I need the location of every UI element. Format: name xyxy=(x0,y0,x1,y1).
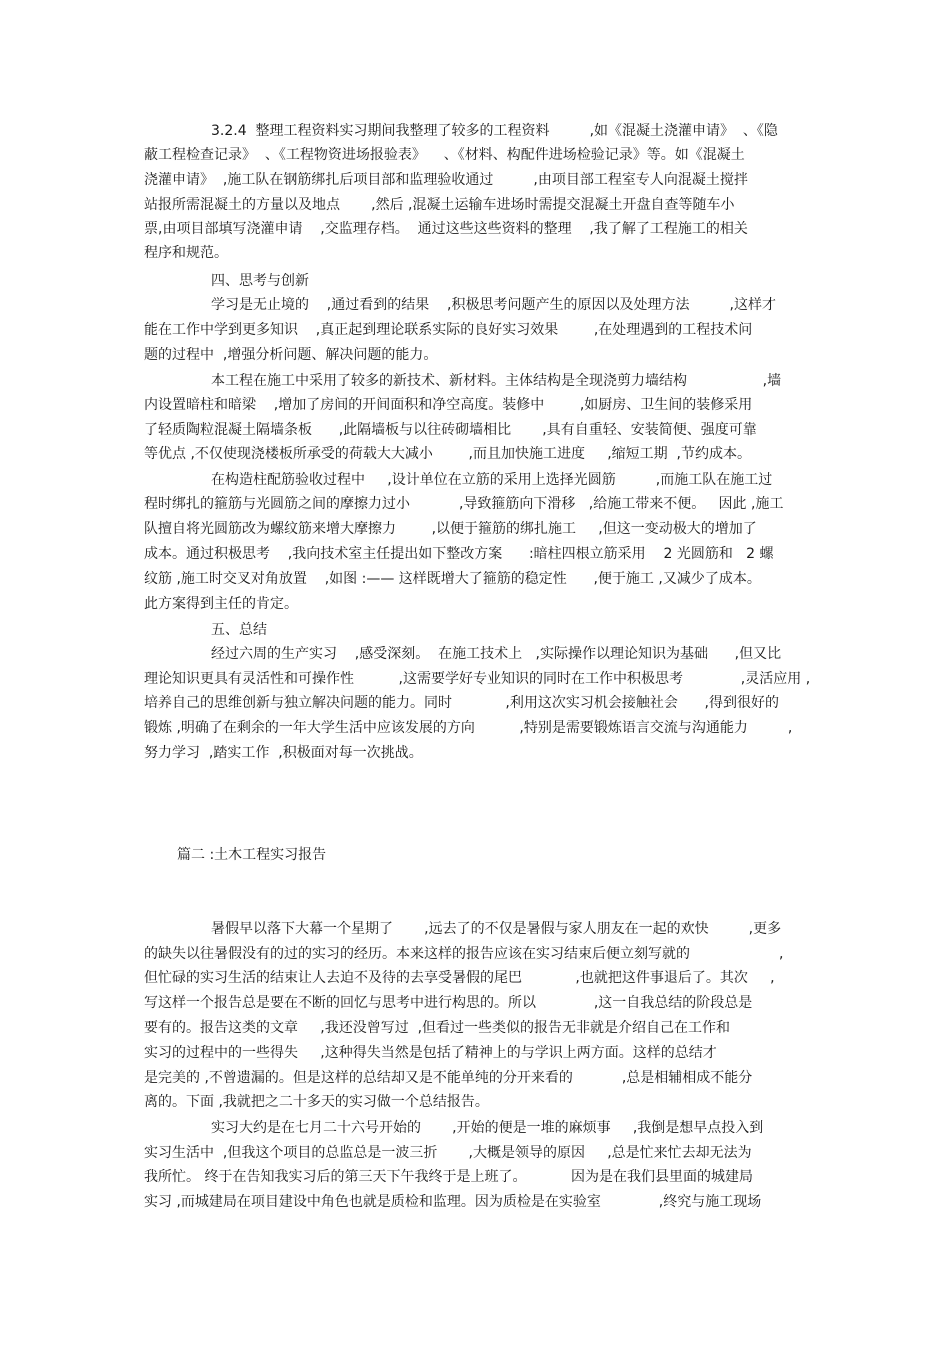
text-line: 实习 ,而城建局在项目建设中角色也就是质检和监理。因为质检是在实验室 ,终究与施工现场 xyxy=(144,1194,762,1210)
text-line: 五、总结 xyxy=(211,622,267,638)
text-line: 但忙碌的实习生活的结束让人去迫不及待的去享受暑假的尾巴 ,也就把这件事退后了。其次 , xyxy=(144,970,775,986)
text-line: 努力学习 ,踏实工作 ,积极面对每一次挑战。 xyxy=(144,745,423,761)
text-line: 篇二 :土木工程实习报告 xyxy=(177,847,327,863)
text-line: 站报所需混凝土的方量以及地点 ,然后 ,混凝土运输车进场时需提交混凝土开盘自查等随车小 xyxy=(144,197,735,213)
text-line: 锻炼 ,明确了在剩余的一年大学生活中应该发展的方向 ,特别是需要锻炼语言交流与沟通能力 , xyxy=(144,720,793,736)
text-line: 队擅自将光圆筋改为螺纹筋来增大摩擦力 ,以便于箍筋的绑扎施工 ,但这一变动极大的增加了 xyxy=(144,521,757,537)
text-line: 3.2.4 整理工程资料实习期间我整理了较多的工程资料 ,如《混凝土浇灌申请》 、《隐 xyxy=(211,123,778,139)
text-line: 在构造柱配筋验收过程中 ,设计单位在立筋的采用上选择光圆筋 ,而施工队在施工过 xyxy=(211,472,773,488)
text-line: 经过六周的生产实习 ,感受深刻。 在施工技术上 ,实际操作以理论知识为基础 ,但又比 xyxy=(211,646,782,662)
text-line: 要有的。报告这类的文章 ,我还没曾写过 ,但看过一些类似的报告无非就是介绍自己在工作和 xyxy=(144,1020,731,1036)
text-line: 能在工作中学到更多知识 ,真正起到理论联系实际的良好实习效果 ,在处理遇到的工程技术问 xyxy=(144,322,753,338)
text-line: 四、思考与创新 xyxy=(211,273,309,289)
text-line: 程时绑扎的箍筋与光圆筋之间的摩擦力过小 ,导致箍筋向下滑移 ,给施工带来不便。 因此 ,施工 xyxy=(144,496,784,512)
text-line: 内设置暗柱和暗梁 ,增加了房间的开间面积和净空高度。装修中 ,如厨房、卫生间的装修采用 xyxy=(144,397,753,413)
text-line: 纹筋 ,施工时交叉对角放置 ,如图 :—— 这样既增大了箍筋的稳定性 ,便于施工 ,又减少了成本。 xyxy=(144,571,761,587)
text-line: 理论知识更具有灵活性和可操作性 ,这需要学好专业知识的同时在工作中积极思考 ,灵活应用 , xyxy=(144,671,811,687)
text-line: 实习的过程中的一些得失 ,这种得失当然是包括了精神上的与学识上两方面。这样的总结才 xyxy=(144,1045,717,1061)
text-line: 实习大约是在七月二十六号开始的 ,开始的便是一堆的麻烦事 ,我倒是想早点投入到 xyxy=(211,1120,764,1136)
text-line: 题的过程中 ,增强分析问题、解决问题的能力。 xyxy=(144,347,438,363)
text-line: 此方案得到主任的肯定。 xyxy=(144,596,298,612)
text-line: 等优点 ,不仅使现浇楼板所承受的荷载大大减小 ,而且加快施工进度 ,缩短工期 ,节约成本。 xyxy=(144,446,752,462)
text-line: 的缺失以往暑假没有的过的实习的经历。本来这样的报告应该在实习结束后便立刻写就的 , xyxy=(144,946,784,962)
text-line: 成本。通过积极思考 ,我向技术室主任提出如下整改方案 :暗柱四根立筋采用 2 光圆筋和 2 螺 xyxy=(144,546,774,562)
text-line: 票,由项目部填写浇灌申请 ,交监理存档。 通过这些这些资料的整理 ,我了解了工程施工的相关 xyxy=(144,221,748,237)
text-line: 了轻质陶粒混凝土隔墙条板 ,此隔墙板与以往砖砌墙相比 ,具有自重轻、安装简便、强度可靠 xyxy=(144,422,757,438)
text-line: 浇灌申请》 ,施工队在钢筋绑扎后项目部和监理验收通过 ,由项目部工程室专人向混凝土搅拌 xyxy=(144,172,748,188)
text-line: 蔽工程检查记录》 、《工程物资进场报验表》 、《材料、构配件进场检验记录》等。如《混凝土 xyxy=(144,147,745,163)
text-line: 实习生活中 ,但我这个项目的总监总是一波三折 ,大概是领导的原因 ,总是忙来忙去却无法为 xyxy=(144,1145,752,1161)
text-line: 培养自己的思维创新与独立解决问题的能力。同时 ,利用这次实习机会接触社会 ,得到很好的 xyxy=(144,695,780,711)
text-line: 我所忙。 终于在告知我实习后的第三天下午我终于是上班了。 因为是在我们县里面的城建局 xyxy=(144,1169,753,1185)
text-line: 是完美的 ,不曾遗漏的。但是这样的总结却又是不能单纯的分开来看的 ,总是相辅相成不能分 xyxy=(144,1070,753,1086)
text-line: 暑假早以落下大幕一个星期了 ,远去了的不仅是暑假与家人朋友在一起的欢快 ,更多 xyxy=(211,921,782,937)
text-line: 本工程在施工中采用了较多的新技术、新材料。主体结构是全现浇剪力墙结构 ,墙 xyxy=(211,373,782,389)
text-line: 学习是无止境的 ,通过看到的结果 ,积极思考问题产生的原因以及处理方法 ,这样才 xyxy=(211,297,777,313)
text-line: 离的。下面 ,我就把之二十多天的实习做一个总结报告。 xyxy=(144,1094,489,1110)
text-line: 程序和规范。 xyxy=(144,245,228,261)
text-line: 写这样一个报告总是要在不断的回忆与思考中进行构思的。所以 ,这一自我总结的阶段总是 xyxy=(144,995,753,1011)
